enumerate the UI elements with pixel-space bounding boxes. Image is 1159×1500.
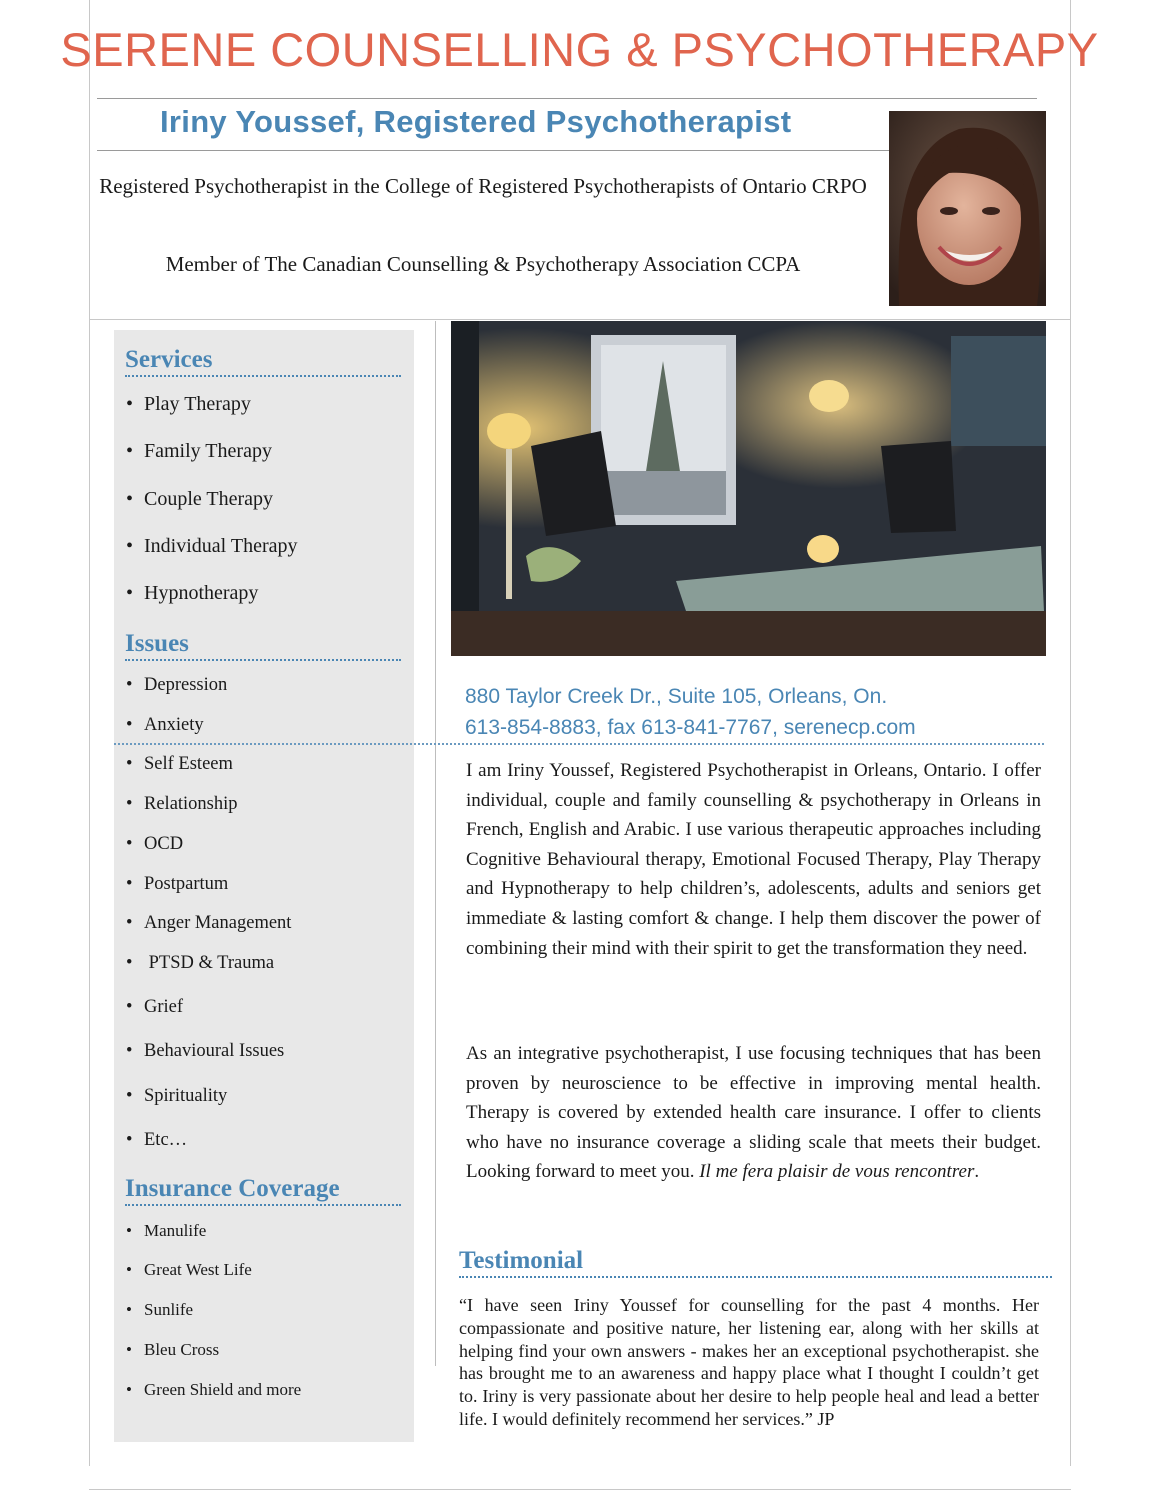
office-photo xyxy=(451,321,1046,656)
insurance-item: • Manulife xyxy=(126,1221,206,1241)
french-greeting: Il me fera plaisir de vous rencontrer xyxy=(699,1161,975,1183)
footer-line xyxy=(89,1489,1071,1490)
contact-info xyxy=(465,681,916,743)
insurance-item: • Sunlife xyxy=(126,1300,193,1320)
insurance-item: • Bleu Cross xyxy=(126,1340,219,1360)
insurance-item: • Great West Life xyxy=(126,1260,252,1280)
contact-divider xyxy=(114,743,1044,745)
issue-item: • Anxiety xyxy=(126,715,204,736)
sidebar xyxy=(114,330,414,1442)
column-divider xyxy=(435,321,436,1366)
issue-item: • Grief xyxy=(126,997,183,1018)
left-frame-line xyxy=(89,0,90,1466)
service-item: • Family Therapy xyxy=(126,440,272,463)
issue-item: • Relationship xyxy=(126,794,238,815)
insurance-item: • Green Shield and more xyxy=(126,1380,301,1400)
address-line: 880 Taylor Creek Dr., Suite 105, Orleans, On. xyxy=(465,685,888,708)
header-bottom-line xyxy=(89,319,1071,320)
about-paragraph-2-end: . xyxy=(974,1161,980,1183)
issue-item: • Etc… xyxy=(126,1130,187,1151)
issue-item: • Anger Management xyxy=(126,913,291,934)
service-item: • Play Therapy xyxy=(126,393,251,416)
insurance-heading: Insurance Coverage xyxy=(125,1175,401,1206)
service-item: • Individual Therapy xyxy=(126,535,297,558)
therapist-name-heading: Iriny Youssef, Registered Psychotherapist xyxy=(160,104,792,139)
therapist-portrait-photo xyxy=(889,111,1046,306)
issue-item: • Spirituality xyxy=(126,1086,227,1107)
service-item: • Couple Therapy xyxy=(126,488,273,511)
right-frame-line xyxy=(1070,0,1071,1466)
service-item: • Hypnotherapy xyxy=(126,582,258,605)
issues-heading: Issues xyxy=(125,630,401,661)
issue-item: • Postpartum xyxy=(126,874,228,895)
phone-fax-website: 613-854-8883, fax 613-841-7767, serenecp.com xyxy=(465,716,916,739)
crpo-credential: Registered Psychotherapist in the College of Registered Psychotherapists of Ontario CRPO xyxy=(99,174,867,198)
testimonial-heading: Testimonial xyxy=(459,1247,1052,1278)
about-paragraph-2-text: As an integrative psychotherapist, I use focusing techniques that has been proven by neuroscience to be effective in improving mental health. Therapy is covered by extended health care insurance. I offer to clients who have no insurance coverage a sliding scale that meets their budget. Looking forward to meet you. xyxy=(466,1043,1041,1183)
about-paragraph-2 xyxy=(466,1039,1041,1187)
title-underline xyxy=(97,98,1037,99)
issue-item: • Behavioural Issues xyxy=(126,1041,284,1062)
subtitle-underline xyxy=(97,150,889,151)
issue-item: • PTSD & Trauma xyxy=(126,953,274,974)
issue-item: • Self Esteem xyxy=(126,754,233,775)
testimonial-text: “I have seen Iriny Youssef for counselling for the past 4 months. Her compassionate and positive nature, her listening ear, along with her skills at helping find your own answers - makes her an exceptional psychotherapist. she has brought me to an awareness and happy place what I thought I couldn’t get to. Iriny is very passionate about her desire to help people heal and lead a better life. I would definitely recommend her services.” JP xyxy=(459,1295,1039,1429)
about-paragraph-1: I am Iriny Youssef, Registered Psychotherapist in Orleans, Ontario. I offer individual, couple and family counselling & psychotherapy in Orleans in French, English and Arabic. I use various therapeutic approaches including Cognitive Behavioural therapy, Emotional Focused Therapy, Play Therapy and Hypnotherapy to help children’s, adolescents, adults and seniors get immediate & lasting comfort & change. I help them discover the power of combining their mind with their spirit to get the transformation they need. xyxy=(466,760,1041,959)
issue-item: • OCD xyxy=(126,834,183,855)
ccpa-membership: Member of The Canadian Counselling & Psychotherapy Association CCPA xyxy=(165,252,801,276)
issue-item: • Depression xyxy=(126,675,227,696)
page-title: SERENE COUNSELLING & PSYCHOTHERAPY xyxy=(60,23,1099,76)
services-heading: Services xyxy=(125,346,401,377)
